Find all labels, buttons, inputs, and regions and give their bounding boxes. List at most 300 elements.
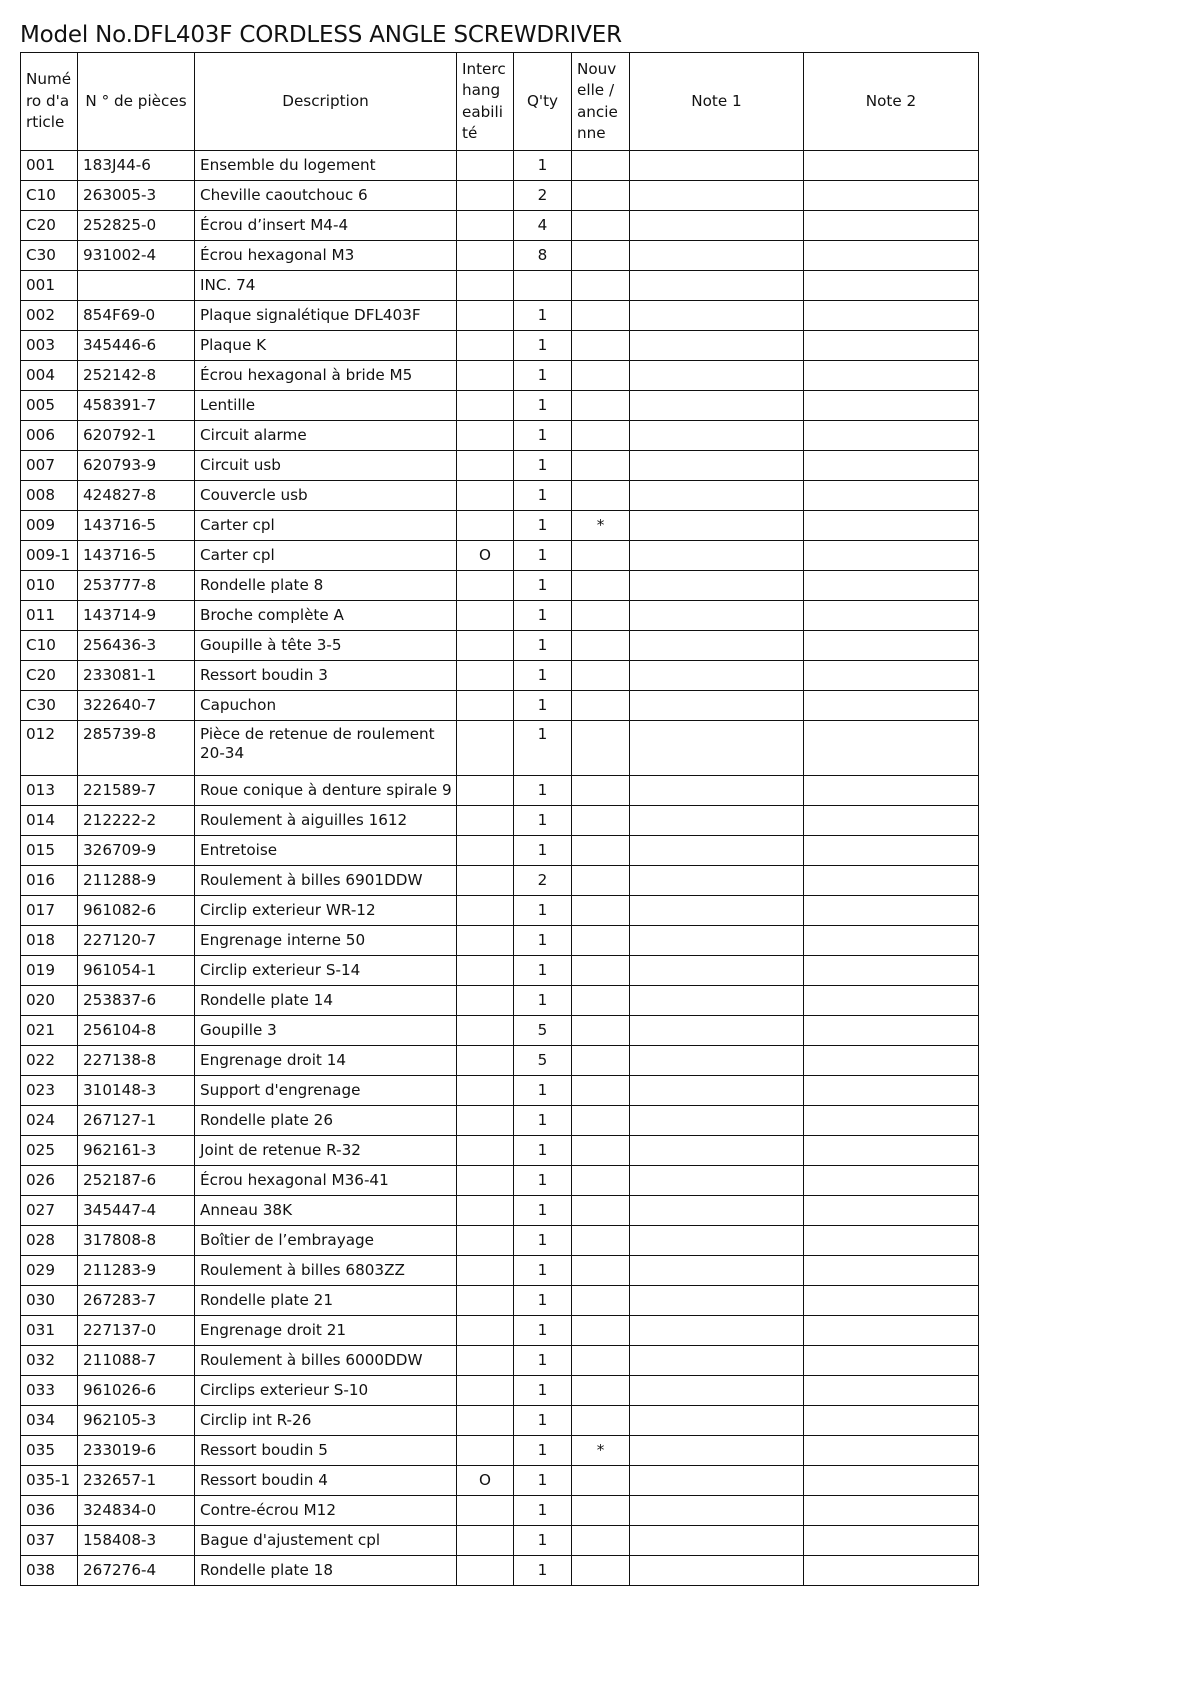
description-cell: Rondelle plate 14 <box>195 986 457 1016</box>
note-1-cell <box>630 956 804 986</box>
item-number-cell: 023 <box>21 1076 78 1106</box>
note-1-cell <box>630 211 804 241</box>
note-2-cell <box>804 1046 979 1076</box>
part-number-cell: 253777-8 <box>78 571 195 601</box>
description-cell: Rondelle plate 21 <box>195 1286 457 1316</box>
header-part-number: N ° de pièces <box>78 53 195 151</box>
note-1-cell <box>630 571 804 601</box>
description-cell: Roulement à aiguilles 1612 <box>195 806 457 836</box>
table-row <box>21 721 979 776</box>
item-number-cell: 025 <box>21 1136 78 1166</box>
note-1-cell <box>630 926 804 956</box>
note-1-cell <box>630 481 804 511</box>
part-number-cell: 143716-5 <box>78 541 195 571</box>
new-old-cell <box>572 1166 630 1196</box>
quantity-cell: 1 <box>514 1226 572 1256</box>
interchangeability-cell <box>457 361 514 391</box>
description-cell: Anneau 38K <box>195 1196 457 1226</box>
item-number-cell: 010 <box>21 571 78 601</box>
note-2-cell <box>804 1526 979 1556</box>
item-number-cell: C30 <box>21 241 78 271</box>
description-cell: Circlip exterieur WR-12 <box>195 896 457 926</box>
part-number-cell: 253837-6 <box>78 986 195 1016</box>
quantity-cell: 1 <box>514 1556 572 1586</box>
quantity-cell: 8 <box>514 241 572 271</box>
table-row <box>21 986 979 1016</box>
quantity-cell: 1 <box>514 836 572 866</box>
quantity-cell: 1 <box>514 1076 572 1106</box>
description-cell: Roulement à billes 6000DDW <box>195 1346 457 1376</box>
note-2-cell <box>804 211 979 241</box>
new-old-cell <box>572 541 630 571</box>
part-number-cell: 256436-3 <box>78 631 195 661</box>
table-row <box>21 1466 979 1496</box>
description-cell: Capuchon <box>195 691 457 721</box>
description-cell: Carter cpl <box>195 511 457 541</box>
item-number-cell: 005 <box>21 391 78 421</box>
note-2-cell <box>804 1106 979 1136</box>
quantity-cell: 2 <box>514 866 572 896</box>
note-1-cell <box>630 661 804 691</box>
description-cell: Circlip int R-26 <box>195 1406 457 1436</box>
note-2-cell <box>804 1346 979 1376</box>
quantity-cell: 1 <box>514 1526 572 1556</box>
quantity-cell: 1 <box>514 1436 572 1466</box>
new-old-cell <box>572 601 630 631</box>
interchangeability-cell <box>457 956 514 986</box>
table-row <box>21 956 979 986</box>
description-cell: Bague d'ajustement cpl <box>195 1526 457 1556</box>
interchangeability-cell <box>457 896 514 926</box>
table-row <box>21 241 979 271</box>
part-number-cell: 310148-3 <box>78 1076 195 1106</box>
interchangeability-cell <box>457 1136 514 1166</box>
note-2-cell <box>804 391 979 421</box>
quantity-cell: 1 <box>514 421 572 451</box>
part-number-cell: 221589-7 <box>78 776 195 806</box>
quantity-cell: 1 <box>514 986 572 1016</box>
quantity-cell: 1 <box>514 1136 572 1166</box>
table-row <box>21 1286 979 1316</box>
table-row <box>21 1526 979 1556</box>
table-row <box>21 1136 979 1166</box>
part-number-cell: 424827-8 <box>78 481 195 511</box>
item-number-cell: 008 <box>21 481 78 511</box>
part-number-cell: 143714-9 <box>78 601 195 631</box>
item-number-cell: 020 <box>21 986 78 1016</box>
note-1-cell <box>630 1556 804 1586</box>
table-row <box>21 661 979 691</box>
description-cell: Joint de retenue R-32 <box>195 1136 457 1166</box>
quantity-cell: 1 <box>514 1166 572 1196</box>
table-row <box>21 421 979 451</box>
description-cell: Rondelle plate 8 <box>195 571 457 601</box>
description-cell: INC. 74 <box>195 271 457 301</box>
part-number-cell: 458391-7 <box>78 391 195 421</box>
description-cell: Pièce de retenue de roulement 20-34 <box>195 721 457 776</box>
part-number-cell: 233081-1 <box>78 661 195 691</box>
item-number-cell: 034 <box>21 1406 78 1436</box>
item-number-cell: 029 <box>21 1256 78 1286</box>
description-cell: Entretoise <box>195 836 457 866</box>
new-old-cell <box>572 1136 630 1166</box>
note-2-cell <box>804 986 979 1016</box>
table-row <box>21 1256 979 1286</box>
item-number-cell: 032 <box>21 1346 78 1376</box>
table-row <box>21 1316 979 1346</box>
note-1-cell <box>630 361 804 391</box>
part-number-cell: 267127-1 <box>78 1106 195 1136</box>
table-row <box>21 1376 979 1406</box>
header-item-number: Numéro d'article <box>21 53 78 151</box>
note-1-cell <box>630 836 804 866</box>
interchangeability-cell <box>457 1346 514 1376</box>
item-number-cell: C20 <box>21 211 78 241</box>
new-old-cell <box>572 1106 630 1136</box>
table-row <box>21 1346 979 1376</box>
description-cell: Broche complète A <box>195 601 457 631</box>
item-number-cell: C10 <box>21 631 78 661</box>
description-cell: Circlip exterieur S-14 <box>195 956 457 986</box>
item-number-cell: 001 <box>21 271 78 301</box>
note-1-cell <box>630 1316 804 1346</box>
interchangeability-cell <box>457 241 514 271</box>
part-number-cell: 252187-6 <box>78 1166 195 1196</box>
description-cell: Plaque K <box>195 331 457 361</box>
note-1-cell <box>630 631 804 661</box>
header-quantity: Q'ty <box>514 53 572 151</box>
part-number-cell: 158408-3 <box>78 1526 195 1556</box>
part-number-cell: 252142-8 <box>78 361 195 391</box>
item-number-cell: 015 <box>21 836 78 866</box>
part-number-cell: 227120-7 <box>78 926 195 956</box>
note-1-cell <box>630 451 804 481</box>
new-old-cell <box>572 661 630 691</box>
table-row <box>21 1196 979 1226</box>
interchangeability-cell <box>457 1076 514 1106</box>
table-row <box>21 271 979 301</box>
table-row <box>21 601 979 631</box>
header-note-2: Note 2 <box>804 53 979 151</box>
note-2-cell <box>804 926 979 956</box>
interchangeability-cell <box>457 1046 514 1076</box>
description-cell: Ensemble du logement <box>195 151 457 181</box>
new-old-cell <box>572 1526 630 1556</box>
table-row <box>21 211 979 241</box>
quantity-cell: 1 <box>514 691 572 721</box>
table-row <box>21 836 979 866</box>
item-number-cell: 037 <box>21 1526 78 1556</box>
note-1-cell <box>630 1376 804 1406</box>
item-number-cell: 031 <box>21 1316 78 1346</box>
part-number-cell: 326709-9 <box>78 836 195 866</box>
note-2-cell <box>804 571 979 601</box>
interchangeability-cell <box>457 1376 514 1406</box>
interchangeability-cell <box>457 391 514 421</box>
item-number-cell: 018 <box>21 926 78 956</box>
page-title: Model No.DFL403F CORDLESS ANGLE SCREWDRIVER <box>20 22 622 48</box>
item-number-cell: 028 <box>21 1226 78 1256</box>
note-1-cell <box>630 806 804 836</box>
table-row <box>21 331 979 361</box>
part-number-cell: 620792-1 <box>78 421 195 451</box>
new-old-cell <box>572 391 630 421</box>
header-description: Description <box>195 53 457 151</box>
quantity-cell: 1 <box>514 1406 572 1436</box>
item-number-cell: C20 <box>21 661 78 691</box>
new-old-cell <box>572 1046 630 1076</box>
note-2-cell <box>804 151 979 181</box>
note-2-cell <box>804 631 979 661</box>
note-1-cell <box>630 241 804 271</box>
quantity-cell: 1 <box>514 661 572 691</box>
part-number-cell: 961026-6 <box>78 1376 195 1406</box>
note-1-cell <box>630 301 804 331</box>
part-number-cell: 345447-4 <box>78 1196 195 1226</box>
new-old-cell <box>572 1286 630 1316</box>
interchangeability-cell <box>457 1226 514 1256</box>
interchangeability-cell <box>457 451 514 481</box>
note-1-cell <box>630 271 804 301</box>
interchangeability-cell <box>457 1106 514 1136</box>
interchangeability-cell <box>457 1256 514 1286</box>
description-cell: Circuit alarme <box>195 421 457 451</box>
note-1-cell <box>630 511 804 541</box>
note-2-cell <box>804 691 979 721</box>
new-old-cell <box>572 1496 630 1526</box>
note-2-cell <box>804 1196 979 1226</box>
new-old-cell: * <box>572 511 630 541</box>
item-number-cell: 036 <box>21 1496 78 1526</box>
part-number-cell: 252825-0 <box>78 211 195 241</box>
description-cell: Écrou hexagonal M3 <box>195 241 457 271</box>
new-old-cell <box>572 151 630 181</box>
note-2-cell <box>804 721 979 776</box>
interchangeability-cell <box>457 511 514 541</box>
interchangeability-cell <box>457 1316 514 1346</box>
new-old-cell <box>572 1346 630 1376</box>
note-2-cell <box>804 481 979 511</box>
new-old-cell <box>572 691 630 721</box>
new-old-cell <box>572 986 630 1016</box>
interchangeability-cell <box>457 691 514 721</box>
part-number-cell: 212222-2 <box>78 806 195 836</box>
quantity-cell: 1 <box>514 1286 572 1316</box>
note-1-cell <box>630 421 804 451</box>
table-row <box>21 1046 979 1076</box>
new-old-cell <box>572 1556 630 1586</box>
table-row <box>21 691 979 721</box>
note-1-cell <box>630 986 804 1016</box>
interchangeability-cell <box>457 1196 514 1226</box>
interchangeability-cell <box>457 1436 514 1466</box>
table-row <box>21 451 979 481</box>
description-cell: Engrenage droit 21 <box>195 1316 457 1346</box>
interchangeability-cell <box>457 1556 514 1586</box>
interchangeability-cell <box>457 1496 514 1526</box>
note-1-cell <box>630 1166 804 1196</box>
note-1-cell <box>630 601 804 631</box>
description-cell: Écrou d’insert M4-4 <box>195 211 457 241</box>
table-row <box>21 896 979 926</box>
interchangeability-cell <box>457 151 514 181</box>
new-old-cell <box>572 1076 630 1106</box>
note-2-cell <box>804 896 979 926</box>
new-old-cell <box>572 1196 630 1226</box>
part-number-cell: 267283-7 <box>78 1286 195 1316</box>
quantity-cell: 1 <box>514 1196 572 1226</box>
part-number-cell: 263005-3 <box>78 181 195 211</box>
parts-table <box>20 52 979 1586</box>
note-1-cell <box>630 1046 804 1076</box>
part-number-cell: 345446-6 <box>78 331 195 361</box>
interchangeability-cell <box>457 776 514 806</box>
quantity-cell: 5 <box>514 1016 572 1046</box>
interchangeability-cell <box>457 301 514 331</box>
item-number-cell: 027 <box>21 1196 78 1226</box>
interchangeability-cell <box>457 986 514 1016</box>
new-old-cell <box>572 1376 630 1406</box>
part-number-cell: 267276-4 <box>78 1556 195 1586</box>
note-1-cell <box>630 1406 804 1436</box>
table-row <box>21 866 979 896</box>
description-cell: Carter cpl <box>195 541 457 571</box>
description-cell: Plaque signalétique DFL403F <box>195 301 457 331</box>
note-2-cell <box>804 1466 979 1496</box>
note-2-cell <box>804 1286 979 1316</box>
part-number-cell: 620793-9 <box>78 451 195 481</box>
table-row <box>21 181 979 211</box>
note-1-cell <box>630 1196 804 1226</box>
note-1-cell <box>630 541 804 571</box>
table-row <box>21 571 979 601</box>
new-old-cell <box>572 866 630 896</box>
description-cell: Rondelle plate 26 <box>195 1106 457 1136</box>
note-1-cell <box>630 1106 804 1136</box>
quantity-cell: 1 <box>514 361 572 391</box>
note-2-cell <box>804 1556 979 1586</box>
note-2-cell <box>804 361 979 391</box>
quantity-cell <box>514 271 572 301</box>
description-cell: Goupille à tête 3-5 <box>195 631 457 661</box>
quantity-cell: 1 <box>514 1376 572 1406</box>
note-1-cell <box>630 1346 804 1376</box>
item-number-cell: 006 <box>21 421 78 451</box>
description-cell: Boîtier de l’embrayage <box>195 1226 457 1256</box>
item-number-cell: 017 <box>21 896 78 926</box>
part-number-cell: 317808-8 <box>78 1226 195 1256</box>
description-cell: Engrenage droit 14 <box>195 1046 457 1076</box>
part-number-cell <box>78 271 195 301</box>
item-number-cell: 024 <box>21 1106 78 1136</box>
new-old-cell <box>572 1406 630 1436</box>
part-number-cell: 854F69-0 <box>78 301 195 331</box>
table-row <box>21 806 979 836</box>
description-cell: Goupille 3 <box>195 1016 457 1046</box>
description-cell: Écrou hexagonal à bride M5 <box>195 361 457 391</box>
interchangeability-cell <box>457 721 514 776</box>
new-old-cell <box>572 331 630 361</box>
table-row <box>21 511 979 541</box>
note-1-cell <box>630 1496 804 1526</box>
description-cell: Circlips exterieur S-10 <box>195 1376 457 1406</box>
header-new-old: Nouvelle / ancienne <box>572 53 630 151</box>
note-1-cell <box>630 1136 804 1166</box>
part-number-cell: 322640-7 <box>78 691 195 721</box>
note-1-cell <box>630 181 804 211</box>
interchangeability-cell <box>457 806 514 836</box>
note-2-cell <box>804 836 979 866</box>
table-row <box>21 481 979 511</box>
item-number-cell: 038 <box>21 1556 78 1586</box>
part-number-cell: 211088-7 <box>78 1346 195 1376</box>
description-cell: Ressort boudin 4 <box>195 1466 457 1496</box>
note-2-cell <box>804 451 979 481</box>
new-old-cell <box>572 806 630 836</box>
note-2-cell <box>804 1436 979 1466</box>
item-number-cell: 009 <box>21 511 78 541</box>
description-cell: Écrou hexagonal M36-41 <box>195 1166 457 1196</box>
note-2-cell <box>804 541 979 571</box>
note-2-cell <box>804 1376 979 1406</box>
description-cell: Rondelle plate 18 <box>195 1556 457 1586</box>
note-2-cell <box>804 956 979 986</box>
note-2-cell <box>804 421 979 451</box>
quantity-cell: 1 <box>514 1496 572 1526</box>
quantity-cell: 1 <box>514 571 572 601</box>
description-cell: Couvercle usb <box>195 481 457 511</box>
new-old-cell <box>572 481 630 511</box>
description-cell: Engrenage interne 50 <box>195 926 457 956</box>
interchangeability-cell <box>457 1016 514 1046</box>
note-1-cell <box>630 721 804 776</box>
interchangeability-cell <box>457 661 514 691</box>
new-old-cell <box>572 1466 630 1496</box>
table-row <box>21 1436 979 1466</box>
table-row <box>21 1166 979 1196</box>
part-number-cell: 324834-0 <box>78 1496 195 1526</box>
quantity-cell: 1 <box>514 631 572 661</box>
description-cell: Ressort boudin 3 <box>195 661 457 691</box>
part-number-cell: 256104-8 <box>78 1016 195 1046</box>
new-old-cell <box>572 1316 630 1346</box>
note-2-cell <box>804 511 979 541</box>
new-old-cell <box>572 241 630 271</box>
new-old-cell <box>572 1016 630 1046</box>
table-row <box>21 541 979 571</box>
new-old-cell <box>572 211 630 241</box>
note-2-cell <box>804 601 979 631</box>
note-1-cell <box>630 1256 804 1286</box>
quantity-cell: 1 <box>514 956 572 986</box>
item-number-cell: 002 <box>21 301 78 331</box>
description-cell: Roulement à billes 6901DDW <box>195 866 457 896</box>
interchangeability-cell <box>457 481 514 511</box>
note-1-cell <box>630 1226 804 1256</box>
description-cell: Cheville caoutchouc 6 <box>195 181 457 211</box>
note-1-cell <box>630 331 804 361</box>
description-cell: Roue conique à denture spirale 9 <box>195 776 457 806</box>
description-cell: Ressort boudin 5 <box>195 1436 457 1466</box>
parts-table-body <box>21 151 979 1586</box>
quantity-cell: 1 <box>514 541 572 571</box>
quantity-cell: 1 <box>514 806 572 836</box>
quantity-cell: 1 <box>514 1466 572 1496</box>
item-number-cell: 035-1 <box>21 1466 78 1496</box>
interchangeability-cell <box>457 181 514 211</box>
table-row <box>21 1406 979 1436</box>
note-2-cell <box>804 1496 979 1526</box>
